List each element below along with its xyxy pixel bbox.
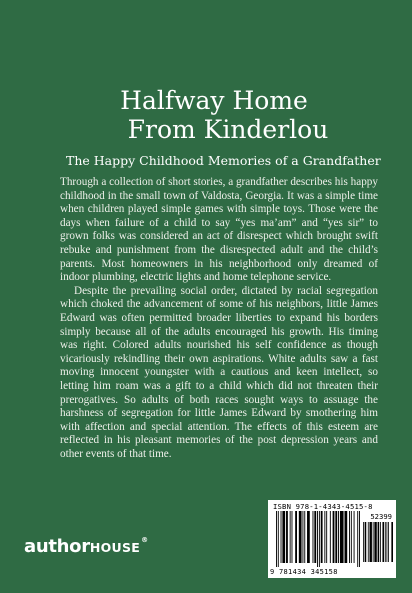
title-line-1: Halfway Home (120, 86, 308, 115)
blurb-paragraph-2: Despite the prevailing social order, dictated by racial segregation which choked the advancement of some of his neighbors, little James Edward was often permitted broader liberties to expand his borders simply because all of the adults encouraged his growth. His timing was right. Colored adults nourished his self confidence as though vicariously rekindling their own aspirations. White adults saw a fast moving innocent youngster with a cautious and keen intellect, so letting him roam was a gift to a child which did not threaten their prerogatives. So adults of both races sought ways to assuage the harshness of segregation for little James Edward by smothering him with affection and special attention. The effects of this esteem are reflected in his pleasant memories of the post depression years and other events of that time. (60, 284, 378, 460)
isbn-text: ISBN 978-1-4343-4515-8 (273, 502, 373, 511)
title-line-2: From Kinderlou (127, 115, 329, 144)
isbn-barcode (268, 500, 396, 578)
publisher-name-part2: HOUSE (89, 540, 141, 555)
registered-mark: ® (141, 536, 148, 544)
publisher-logo (24, 536, 148, 557)
price-code: 52399 (370, 512, 392, 521)
subtitle: The Happy Childhood Memories of a Grandfather (66, 153, 381, 168)
barcode-digits: 9 781434 345158 (270, 568, 338, 576)
barcode-bars-icon (276, 511, 360, 567)
blurb-paragraph-1: Through a collection of short stories, a grandfather describes his happy childhood in the small town of Valdosta, Georgia. It was a simple time when children played simple games with simple toys. Those were the days when failure of a child to say “yes ma’am” and “yes sir” to grown folks was considered an act of disrespect which brought swift rebuke and punishment from the disrespected adult and the child’s parents. Most homeowners in his neighborhood only dreamed of indoor plumbing, electric lights and home telephone service. (60, 176, 378, 284)
addon-barcode-bars-icon (363, 522, 393, 566)
blurb (60, 176, 378, 461)
publisher-name-part1: author (24, 536, 90, 557)
